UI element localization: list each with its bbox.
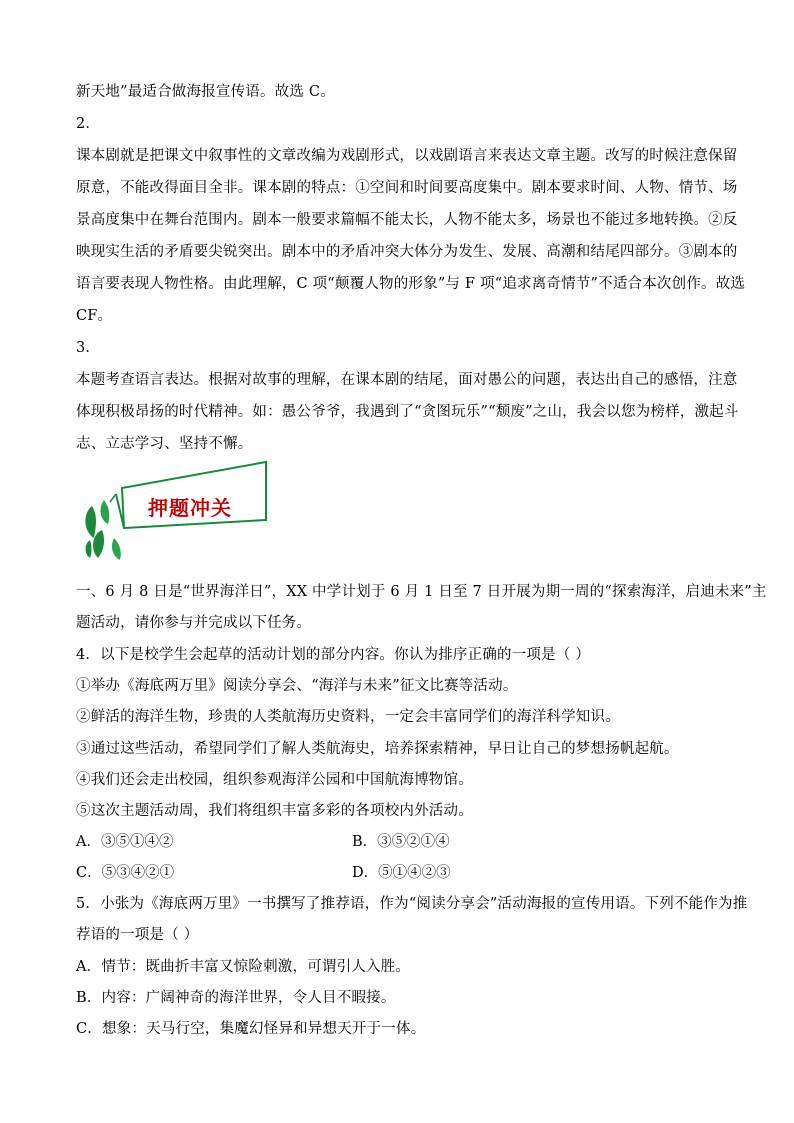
answer-2-line: 课本剧就是把课文中叙事性的文章改编为戏剧形式，以戏剧语言来表达文章主题。改写的时候注意保留 <box>76 148 738 164</box>
answer-2-line: 映现实生活的矛盾要尖锐突出。剧本中的矛盾冲突大体分为发生、发展、高潮和结尾四部分。③剧本的 <box>76 244 738 260</box>
leaf-decoration-icon <box>85 500 120 560</box>
question-4-stem: 4．以下是校学生会起草的活动计划的部分内容。你认为排序正确的一项是（ ） <box>76 647 591 663</box>
option-c: C．⑤③④②① <box>76 865 175 881</box>
question-5-stem: 荐语的一项是（ ） <box>76 927 199 943</box>
question-5-option: B．内容：广阔神奇的海洋世界，令人目不暇接。 <box>76 990 396 1006</box>
question-5-option: A．情节：既曲折丰富又惊险刺激，可谓引人入胜。 <box>76 959 411 975</box>
question-4-item: ④我们还会走出校园，组织参观海洋公园和中国航海博物馆。 <box>76 772 473 788</box>
answer-3-number: 3． <box>76 340 101 356</box>
banner-title: 押题冲关 <box>148 496 232 520</box>
answer-3-line: 本题考查语言表达。根据对故事的理解，在课本剧的结尾，面对愚公的问题，表达出自己的感悟，注意 <box>76 372 738 388</box>
intro-line: 一、6 月 8 日是“世界海洋日”，XX 中学计划于 6 月 1 日至 7 日开展为期一周的“探索海洋，启迪未来”主 <box>76 584 767 600</box>
answer-3-line: 志、立志学习、坚持不懈。 <box>76 436 253 452</box>
intro-line: 题活动，请你参与并完成以下任务。 <box>76 615 312 631</box>
question-5-stem: 5．小张为《海底两万里》一书撰写了推荐语，作为“阅读分享会”活动海报的宣传用语。下列不能作为推 <box>76 896 748 912</box>
question-4-item: ⑤这次主题活动周，我们将组织丰富多彩的各项校内外活动。 <box>76 803 473 819</box>
question-5-option: C．想象：天马行空，集魔幻怪异和异想天开于一体。 <box>76 1021 426 1037</box>
answer-3-line: 体现积极昂扬的时代精神。如：愚公爷爷，我遇到了“贪图玩乐”“颓废”之山，我会以您为榜样，激起斗 <box>76 404 739 420</box>
option-a: A．③⑤①④② <box>76 834 174 850</box>
question-4-item: ②鲜活的海洋生物，珍贵的人类航海历史资料，一定会丰富同学们的海洋科学知识。 <box>76 709 620 725</box>
answer-2-line: 原意，不能改得面目全非。课本剧的特点：①空间和时间要高度集中。剧本要求时间、人物、情节、场 <box>76 180 738 196</box>
answer-2-line: CF。 <box>76 308 113 324</box>
answer-2-line: 语言要表现人物性格。由此理解，C 项“颠覆人物的形象”与 F 项“追求离奇情节”不适合本次创作。故选 <box>76 276 746 292</box>
option-b: B．③⑤②①④ <box>352 834 450 850</box>
option-d: D．⑤①④②③ <box>352 865 451 881</box>
question-4-item: ③通过这些活动，希望同学们了解人类航海史，培养探索精神，早日让自己的梦想扬帆起航。 <box>76 741 679 757</box>
answer-1-tail: 新天地”最适合做海报宣传语。故选 C。 <box>76 84 335 100</box>
question-4-item: ①举办《海底两万里》阅读分享会、“海洋与未来”征文比赛等活动。 <box>76 678 518 694</box>
answer-2-line: 景高度集中在舞台范围内。剧本一般要求篇幅不能太长，人物不能太多，场景也不能过多地转换。②反 <box>76 212 738 228</box>
answer-2-number: 2． <box>76 116 101 132</box>
